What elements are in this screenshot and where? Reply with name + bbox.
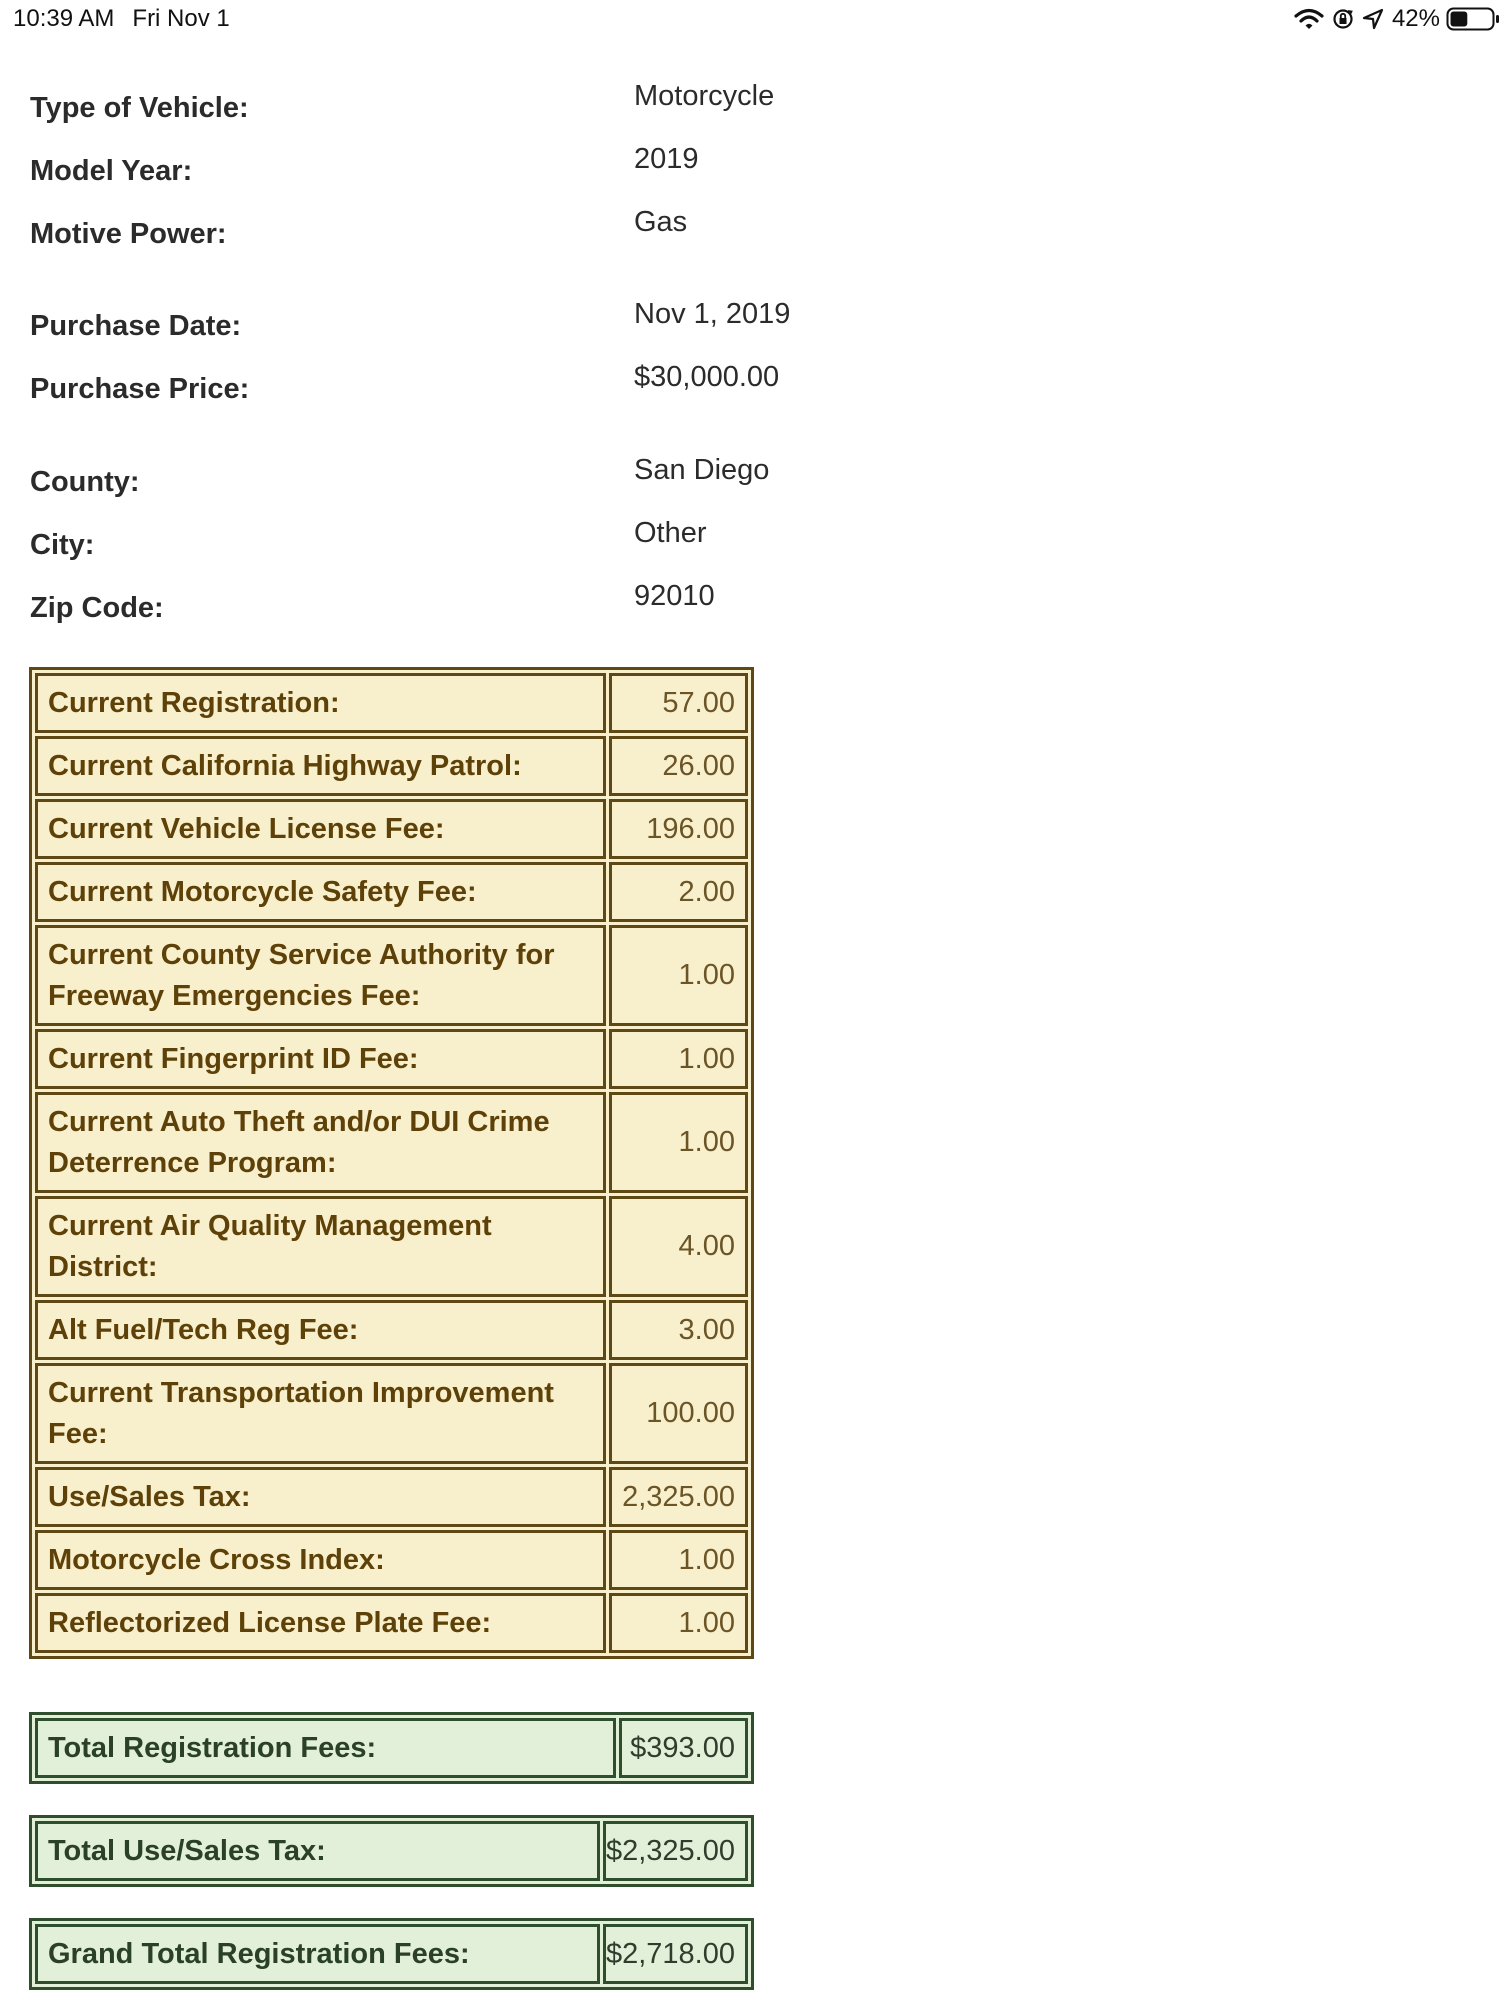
- table-row: [35, 1821, 748, 1881]
- zip-code-label: Zip Code:: [30, 592, 164, 624]
- city-value: Other: [634, 517, 707, 549]
- total-tax-value: $2,325.00: [603, 1821, 748, 1881]
- status-bar: [0, 0, 1500, 40]
- table-row: [35, 1718, 748, 1778]
- table-row: [35, 1467, 748, 1527]
- battery-percent: 42%: [1391, 5, 1440, 32]
- fee-value: 2.00: [609, 862, 748, 922]
- fee-label: Motorcycle Cross Index:: [35, 1530, 606, 1590]
- table-row: [35, 736, 748, 796]
- zip-code-value: 92010: [634, 580, 715, 612]
- purchase-price-label: Purchase Price:: [30, 373, 250, 405]
- fee-value: 1.00: [609, 925, 748, 1026]
- orientation-lock-icon: [1332, 8, 1354, 30]
- total-registration-value: $393.00: [619, 1718, 748, 1778]
- table-row: [35, 1196, 748, 1297]
- fee-value: 100.00: [609, 1363, 748, 1464]
- table-row: [35, 799, 748, 859]
- wifi-icon: [1294, 8, 1324, 30]
- fee-value: 1.00: [609, 1029, 748, 1089]
- motive-power-label: Motive Power:: [30, 218, 227, 250]
- fee-label: Current Transportation Improvement Fee:: [35, 1363, 606, 1464]
- purchase-date-value: Nov 1, 2019: [634, 298, 791, 330]
- table-row: [35, 1300, 748, 1360]
- table-row: [35, 925, 748, 1026]
- fee-label: Current Motorcycle Safety Fee:: [35, 862, 606, 922]
- fee-label: Current Air Quality Management District:: [35, 1196, 606, 1297]
- fee-label: Current Registration:: [35, 673, 606, 733]
- grand-total-table: [29, 1918, 754, 1990]
- table-row: [35, 1092, 748, 1193]
- fee-label: Current California Highway Patrol:: [35, 736, 606, 796]
- vehicle-type-value: Motorcycle: [634, 80, 775, 112]
- purchase-price-value: $30,000.00: [634, 361, 780, 393]
- total-registration-table: [29, 1712, 754, 1784]
- model-year-label: Model Year:: [30, 155, 193, 187]
- battery-fill: [1451, 12, 1468, 27]
- table-row: [35, 1593, 748, 1653]
- fee-label: Current Auto Theft and/or DUI Crime Deterrence Program:: [35, 1092, 606, 1193]
- fee-table: [29, 667, 754, 1659]
- status-time-date: [13, 5, 230, 33]
- purchase-date-label: Purchase Date:: [30, 310, 242, 342]
- fee-value: 4.00: [609, 1196, 748, 1297]
- fee-label: Use/Sales Tax:: [35, 1467, 606, 1527]
- location-icon: [1362, 8, 1384, 30]
- grand-total-label: Grand Total Registration Fees:: [35, 1924, 600, 1984]
- fee-value: 1.00: [609, 1530, 748, 1590]
- fee-value: 57.00: [609, 673, 748, 733]
- table-row: [35, 1924, 748, 1984]
- fee-label: Alt Fuel/Tech Reg Fee:: [35, 1300, 606, 1360]
- fee-label: Current Fingerprint ID Fee:: [35, 1029, 606, 1089]
- fee-value: 3.00: [609, 1300, 748, 1360]
- table-row: [35, 1029, 748, 1089]
- fee-value: 26.00: [609, 736, 748, 796]
- total-tax-table: [29, 1815, 754, 1887]
- fee-value: 1.00: [609, 1092, 748, 1193]
- table-row: [35, 862, 748, 922]
- fee-label: Current County Service Authority for Freeway Emergencies Fee:: [35, 925, 606, 1026]
- status-date: Fri Nov 1: [132, 5, 230, 32]
- county-value: San Diego: [634, 454, 770, 486]
- table-row: [35, 1530, 748, 1590]
- fee-value: 1.00: [609, 1593, 748, 1653]
- total-registration-label: Total Registration Fees:: [35, 1718, 616, 1778]
- table-row: [35, 1363, 748, 1464]
- city-label: City:: [30, 529, 95, 561]
- battery-icon: [1446, 7, 1500, 31]
- table-row: [35, 673, 748, 733]
- fee-label: Current Vehicle License Fee:: [35, 799, 606, 859]
- status-time: 10:39 AM: [13, 5, 115, 32]
- total-tax-label: Total Use/Sales Tax:: [35, 1821, 600, 1881]
- county-label: County:: [30, 466, 140, 498]
- vehicle-type-label: Type of Vehicle:: [30, 92, 249, 124]
- motive-power-value: Gas: [634, 206, 688, 238]
- fee-label: Reflectorized License Plate Fee:: [35, 1593, 606, 1653]
- model-year-value: 2019: [634, 143, 699, 175]
- fee-value: 2,325.00: [609, 1467, 748, 1527]
- grand-total-value: $2,718.00: [603, 1924, 748, 1984]
- fee-value: 196.00: [609, 799, 748, 859]
- status-icons: [1294, 5, 1500, 33]
